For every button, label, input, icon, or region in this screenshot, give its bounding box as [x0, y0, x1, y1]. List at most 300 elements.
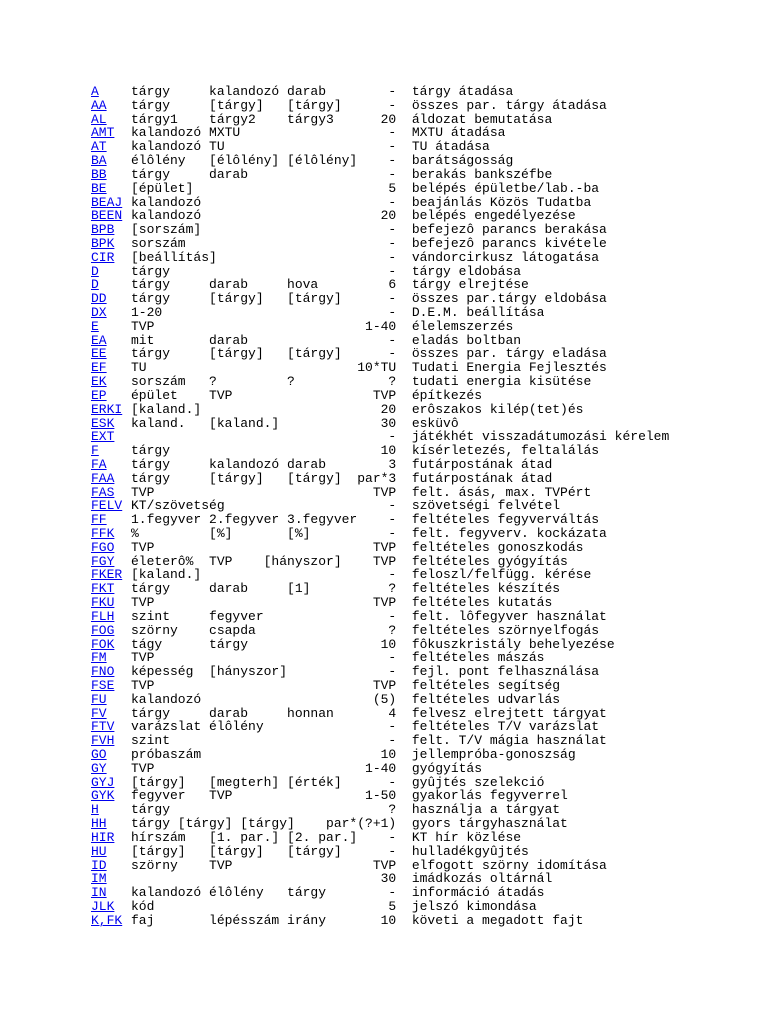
command-description: információ átadás [411, 885, 545, 901]
command-description: jelszó kimondása [411, 898, 537, 914]
command-cell [91, 85, 131, 99]
command-link[interactable]: AMT [91, 126, 115, 141]
command-link[interactable]: A [91, 85, 99, 99]
command-cell [91, 914, 131, 928]
command-cost: - [388, 305, 397, 320]
command-link[interactable]: FFK [91, 527, 115, 541]
command-description: gyûjtés szelekció [411, 774, 545, 790]
command-cost: (5) [372, 691, 397, 707]
command-description: feltételes gonoszkodás [411, 539, 584, 555]
command-description: tudati energia kisütése [411, 374, 592, 390]
command-link[interactable]: AT [91, 140, 107, 155]
command-row [91, 568, 669, 582]
command-row [91, 762, 669, 776]
command-args-cell [131, 513, 396, 527]
command-cell [91, 444, 131, 458]
command-cell [91, 527, 131, 541]
command-row [91, 154, 669, 168]
command-link[interactable]: FELV [91, 499, 123, 514]
command-cell [91, 859, 131, 873]
command-link[interactable]: IM [91, 872, 107, 887]
command-description: eladás boltban [411, 332, 522, 348]
command-params: szint fegyver [131, 608, 264, 624]
command-row [91, 638, 669, 652]
command-link[interactable]: ESK [91, 416, 115, 431]
command-row [91, 168, 669, 182]
command-description: tárgy eldobása [411, 263, 522, 279]
command-description: feloszl/felfügg. kérése [411, 567, 592, 583]
command-row [91, 624, 669, 638]
command-cost: - [388, 97, 397, 113]
command-params: tárgy kalandozó darab [131, 84, 327, 99]
command-cost: 6 [388, 277, 397, 293]
command-cost: TVP [372, 539, 397, 555]
command-link[interactable]: D [91, 264, 99, 279]
command-params: kalandozó TU [131, 139, 225, 155]
command-link[interactable]: FLH [91, 609, 115, 624]
command-params: tárgy1 tárgy2 tárgy3 [131, 111, 334, 127]
command-description: felt. ásás, max. TVPért [411, 484, 592, 500]
command-description: jellempróba-gonoszság [411, 747, 576, 762]
command-args-cell [131, 361, 396, 375]
command-link[interactable]: ERKI [91, 402, 123, 417]
command-args-cell [131, 679, 396, 693]
command-cell [91, 486, 131, 500]
command-cost: 1-40 [365, 318, 397, 334]
command-link[interactable]: EF [91, 361, 107, 376]
command-cell [91, 568, 131, 582]
command-description: feltételes gyógyítás [411, 553, 568, 569]
command-link[interactable]: FF [91, 513, 107, 527]
command-cell [91, 748, 131, 762]
command-args-cell [131, 320, 396, 334]
command-cell [91, 458, 131, 472]
command-link[interactable]: HH [91, 817, 107, 831]
command-description: belépés engedélyezése [411, 208, 576, 224]
command-link[interactable]: FGO [91, 540, 115, 555]
command-args-cell [131, 444, 396, 458]
command-description: befejezô parancs kivétele [411, 235, 607, 251]
command-description: feltételes udvarlás [411, 691, 561, 707]
command-cost: 10 [380, 912, 397, 928]
command-link[interactable]: CIR [91, 250, 115, 265]
command-cost: - [388, 84, 397, 99]
command-cost: - [388, 719, 397, 735]
command-params: szörny TVP [131, 857, 233, 873]
command-link[interactable]: BA [91, 154, 107, 168]
command-row [91, 292, 669, 306]
command-cell [91, 762, 131, 776]
command-description: fôkuszkristály behelyezése [411, 636, 615, 652]
command-args-cell [131, 499, 396, 513]
command-params: próbaszám [131, 747, 202, 762]
command-description: feltételes T/V varázslat [411, 719, 600, 735]
command-cell [91, 624, 131, 638]
command-row [91, 265, 669, 279]
command-row [91, 444, 669, 458]
command-row [91, 886, 669, 900]
command-link[interactable]: FNO [91, 665, 115, 679]
command-params: KT/szövetség [131, 498, 225, 514]
command-row [91, 734, 669, 748]
command-row [91, 196, 669, 210]
command-row [91, 707, 669, 721]
command-params: kalandozó MXTU [131, 125, 241, 141]
command-cost: - [388, 249, 397, 265]
command-description: TU átadása [411, 139, 490, 155]
command-cost: 3 [388, 456, 397, 472]
command-link[interactable]: GO [91, 748, 107, 762]
command-cell [91, 375, 131, 389]
command-link[interactable]: HIR [91, 830, 115, 845]
command-params: tárgy [131, 802, 171, 818]
command-cost: - [388, 222, 397, 238]
command-row [91, 140, 669, 154]
command-link[interactable]: GYK [91, 789, 115, 804]
command-link[interactable]: JLK [91, 899, 115, 914]
command-link[interactable]: HU [91, 844, 107, 859]
command-args-cell [131, 472, 396, 486]
command-params: tárgy [tárgy] [tárgy] [131, 816, 295, 832]
command-row [91, 403, 669, 417]
command-cost: TVP [372, 595, 397, 611]
command-description: feltételes fegyverváltás [411, 512, 600, 528]
command-link[interactable]: FAS [91, 485, 115, 500]
command-row [91, 306, 669, 320]
command-cell [91, 651, 131, 665]
command-description: gyakorlás fegyverrel [411, 788, 568, 804]
command-link[interactable]: EE [91, 347, 107, 362]
command-link[interactable]: FSE [91, 678, 115, 693]
command-args-cell [131, 651, 396, 665]
command-args-cell [131, 845, 396, 859]
command-link[interactable]: BB [91, 167, 107, 182]
command-link[interactable]: FVH [91, 734, 115, 748]
command-cell [91, 140, 131, 154]
command-args-cell [131, 375, 396, 389]
command-args-cell [131, 251, 396, 265]
command-cost: - [388, 664, 397, 680]
command-link[interactable]: EXT [91, 430, 115, 445]
command-cell [91, 113, 131, 127]
command-params: TVP [131, 677, 155, 693]
command-params: kalandozó [131, 691, 202, 707]
command-args-cell [131, 486, 396, 500]
command-cell [91, 845, 131, 859]
command-link[interactable]: FKER [91, 568, 123, 583]
command-description: áldozat bemutatása [411, 111, 553, 127]
command-link[interactable]: D [91, 278, 99, 293]
command-cost: - [388, 429, 397, 445]
command-params: tárgy [131, 443, 171, 459]
command-row [91, 182, 669, 196]
command-link[interactable]: H [91, 803, 99, 818]
command-cost: 1-50 [365, 788, 397, 804]
command-cell [91, 872, 131, 886]
command-params: kalandozó élôlény tárgy [131, 885, 327, 901]
command-params: hírszám [1. par.] [2. par.] [131, 829, 358, 845]
command-params: szörny csapda [131, 622, 256, 638]
command-params: életerô% TVP [hányszor] [131, 553, 342, 569]
command-row [91, 347, 669, 361]
command-description: elfogott szörny idomítása [411, 857, 607, 873]
command-params: TVP [131, 539, 155, 555]
command-row [91, 665, 669, 679]
command-args-cell [131, 527, 396, 541]
command-cell [91, 596, 131, 610]
command-params: tárgy [131, 263, 171, 279]
command-params: kalandozó [131, 208, 202, 224]
command-params: élôlény [élôlény] [élôlény] [131, 153, 358, 169]
command-link[interactable]: FU [91, 692, 107, 707]
command-args-cell [131, 182, 396, 196]
command-cost: ? [388, 581, 397, 597]
command-cost: - [388, 885, 397, 901]
command-link[interactable]: EA [91, 333, 107, 348]
command-row [91, 693, 669, 707]
command-cost: TVP [372, 677, 397, 693]
command-link[interactable]: ID [91, 858, 107, 873]
command-link[interactable]: DD [91, 292, 107, 306]
command-row [91, 720, 669, 734]
command-link[interactable]: GYJ [91, 775, 115, 790]
command-link[interactable]: AA [91, 98, 107, 113]
command-cell [91, 209, 131, 223]
command-link[interactable]: EP [91, 388, 107, 403]
command-link[interactable]: F [91, 444, 99, 458]
command-row [91, 375, 669, 389]
command-link[interactable]: BEEN [91, 209, 123, 224]
command-row [91, 776, 669, 790]
command-cost: - [388, 235, 397, 251]
command-cost: - [388, 346, 397, 362]
command-args-cell [131, 693, 396, 707]
command-description: feltételes kutatás [411, 595, 553, 611]
command-params: [kaland.] [131, 401, 202, 417]
command-description: játékhét visszadátumozási kérelem [411, 429, 670, 445]
command-link[interactable]: FTV [91, 720, 115, 735]
command-cost: - [388, 512, 397, 528]
command-cost: par*(?+1) [326, 816, 397, 832]
command-link[interactable]: FA [91, 457, 107, 472]
command-row [91, 458, 669, 472]
command-link[interactable]: FKT [91, 582, 115, 597]
command-cell [91, 541, 131, 555]
command-link[interactable]: FKU [91, 596, 115, 610]
command-cost: - [388, 263, 397, 279]
command-cell [91, 320, 131, 334]
command-params: TVP [131, 760, 155, 776]
command-link[interactable]: K,FK [91, 913, 123, 928]
command-cost: 10 [380, 443, 397, 459]
command-params: % [%] [%] [131, 526, 311, 541]
command-link[interactable]: BPK [91, 236, 115, 251]
command-description: kísérletezés, feltalálás [411, 443, 600, 459]
command-description: beajánlás Közös Tudatba [411, 194, 592, 210]
command-cost: 10 [380, 636, 397, 652]
command-args-cell [131, 306, 396, 320]
command-cell [91, 99, 131, 113]
command-cost: TVP [372, 484, 397, 500]
command-cell [91, 513, 131, 527]
command-link[interactable]: BE [91, 181, 107, 196]
command-params: TVP [131, 484, 155, 500]
command-description: követi a megadott fajt [411, 912, 584, 928]
command-args-cell [131, 99, 396, 113]
command-row [91, 472, 669, 486]
command-cell [91, 776, 131, 790]
command-args-cell [131, 665, 396, 679]
command-description: összes par. tárgy átadása [411, 97, 607, 113]
command-cost: - [388, 291, 397, 307]
command-params: tárgy darab honnan [131, 705, 334, 721]
command-cost: - [388, 125, 397, 141]
command-description: összes par. tárgy eladása [411, 346, 607, 362]
command-cell [91, 693, 131, 707]
command-params: fegyver TVP [131, 788, 233, 804]
command-params: TVP [131, 595, 155, 611]
command-description: MXTU átadása [411, 125, 506, 141]
command-link[interactable]: DX [91, 306, 107, 320]
command-cell [91, 900, 131, 914]
command-row [91, 859, 669, 873]
command-cost: TVP [372, 387, 397, 403]
command-description: használja a tárgyat [411, 802, 561, 818]
command-cell [91, 817, 131, 831]
command-cost: - [388, 498, 397, 514]
command-params: kaland. [kaland.] [131, 415, 280, 431]
command-cell [91, 389, 131, 403]
command-params: [tárgy] [tárgy] [tárgy] [131, 843, 342, 859]
command-args-cell [131, 209, 396, 223]
command-params: tágy tárgy [131, 636, 249, 652]
command-cost: 30 [380, 415, 397, 431]
command-args-cell [131, 334, 396, 348]
command-row [91, 417, 669, 431]
command-row [91, 251, 669, 265]
command-row [91, 389, 669, 403]
command-params: tárgy [tárgy] [tárgy] [131, 346, 342, 362]
command-cost: - [388, 843, 397, 859]
command-cost: 20 [380, 208, 397, 224]
command-cost: 20 [380, 111, 397, 127]
command-row [91, 278, 669, 292]
command-description: tárgy átadása [411, 84, 514, 99]
command-args-cell [131, 168, 396, 182]
command-cell [91, 665, 131, 679]
command-args-cell [131, 762, 396, 776]
command-cost: - [388, 829, 397, 845]
command-cell [91, 582, 131, 596]
command-description: gyógyítás [411, 760, 483, 776]
command-args-cell [131, 859, 396, 873]
command-args-cell [131, 154, 396, 168]
command-args-cell [131, 568, 396, 582]
command-row [91, 872, 669, 886]
command-params: szint [131, 733, 171, 749]
command-cell [91, 417, 131, 431]
command-row [91, 85, 669, 99]
command-args-cell [131, 113, 396, 127]
command-params: tárgy darab [1] [131, 581, 311, 597]
command-args-cell [131, 900, 396, 914]
command-cell [91, 306, 131, 320]
command-cost: - [388, 608, 397, 624]
command-link[interactable]: EK [91, 375, 107, 389]
command-args-cell [131, 720, 396, 734]
command-link[interactable]: GY [91, 761, 107, 776]
command-cost: - [388, 166, 397, 182]
command-link[interactable]: E [91, 319, 99, 334]
command-link[interactable]: FOG [91, 623, 115, 638]
command-cost: - [388, 139, 397, 155]
command-row [91, 513, 669, 527]
command-row [91, 914, 669, 928]
command-args-cell [131, 914, 396, 928]
command-cost: - [388, 153, 397, 169]
command-link[interactable]: BEAJ [91, 195, 123, 210]
command-params: épület TVP [131, 387, 233, 403]
command-link[interactable]: FV [91, 706, 107, 721]
command-link[interactable]: FOK [91, 637, 115, 652]
command-description: felt. T/V mágia használat [411, 733, 607, 749]
command-link[interactable]: AL [91, 112, 107, 127]
command-row [91, 334, 669, 348]
command-row [91, 126, 669, 140]
command-link[interactable]: FGY [91, 554, 115, 569]
command-cost: 10*TU [357, 360, 397, 376]
command-cost: 10 [380, 747, 397, 762]
command-description: Tudati Energia Fejlesztés [411, 360, 607, 376]
command-cell [91, 499, 131, 513]
command-link[interactable]: IN [91, 886, 107, 900]
command-cost: 5 [388, 898, 397, 914]
command-args-cell [131, 278, 396, 292]
command-cell [91, 831, 131, 845]
command-link[interactable]: FAA [91, 471, 115, 486]
command-params: [épület] [131, 180, 194, 196]
command-row [91, 610, 669, 624]
command-cost: ? [388, 622, 397, 638]
command-row [91, 223, 669, 237]
command-cell [91, 803, 131, 817]
command-cost: TVP [372, 553, 397, 569]
command-params: tárgy darab hova [131, 277, 319, 293]
command-link[interactable]: BPB [91, 223, 115, 237]
command-cost: 4 [388, 705, 397, 721]
command-cell [91, 610, 131, 624]
command-description: feltételes segítség [411, 677, 561, 693]
command-cell [91, 196, 131, 210]
command-args-cell [131, 748, 396, 762]
command-cost: 5 [388, 180, 397, 196]
command-cost: ? [388, 374, 397, 390]
command-row [91, 596, 669, 610]
command-row [91, 237, 669, 251]
command-cell [91, 707, 131, 721]
command-link[interactable]: FM [91, 651, 107, 666]
command-params: TVP [131, 318, 155, 334]
command-description: szövetségi felvétel [411, 498, 561, 514]
command-cost: 30 [380, 871, 397, 887]
command-params: [tárgy] [megterh] [érték] [131, 774, 342, 790]
command-args-cell [131, 789, 396, 803]
command-cost: ? [388, 802, 397, 818]
command-args-cell [131, 430, 396, 444]
command-args-cell [131, 776, 396, 790]
command-args-cell [131, 803, 396, 817]
command-args-cell [131, 126, 396, 140]
